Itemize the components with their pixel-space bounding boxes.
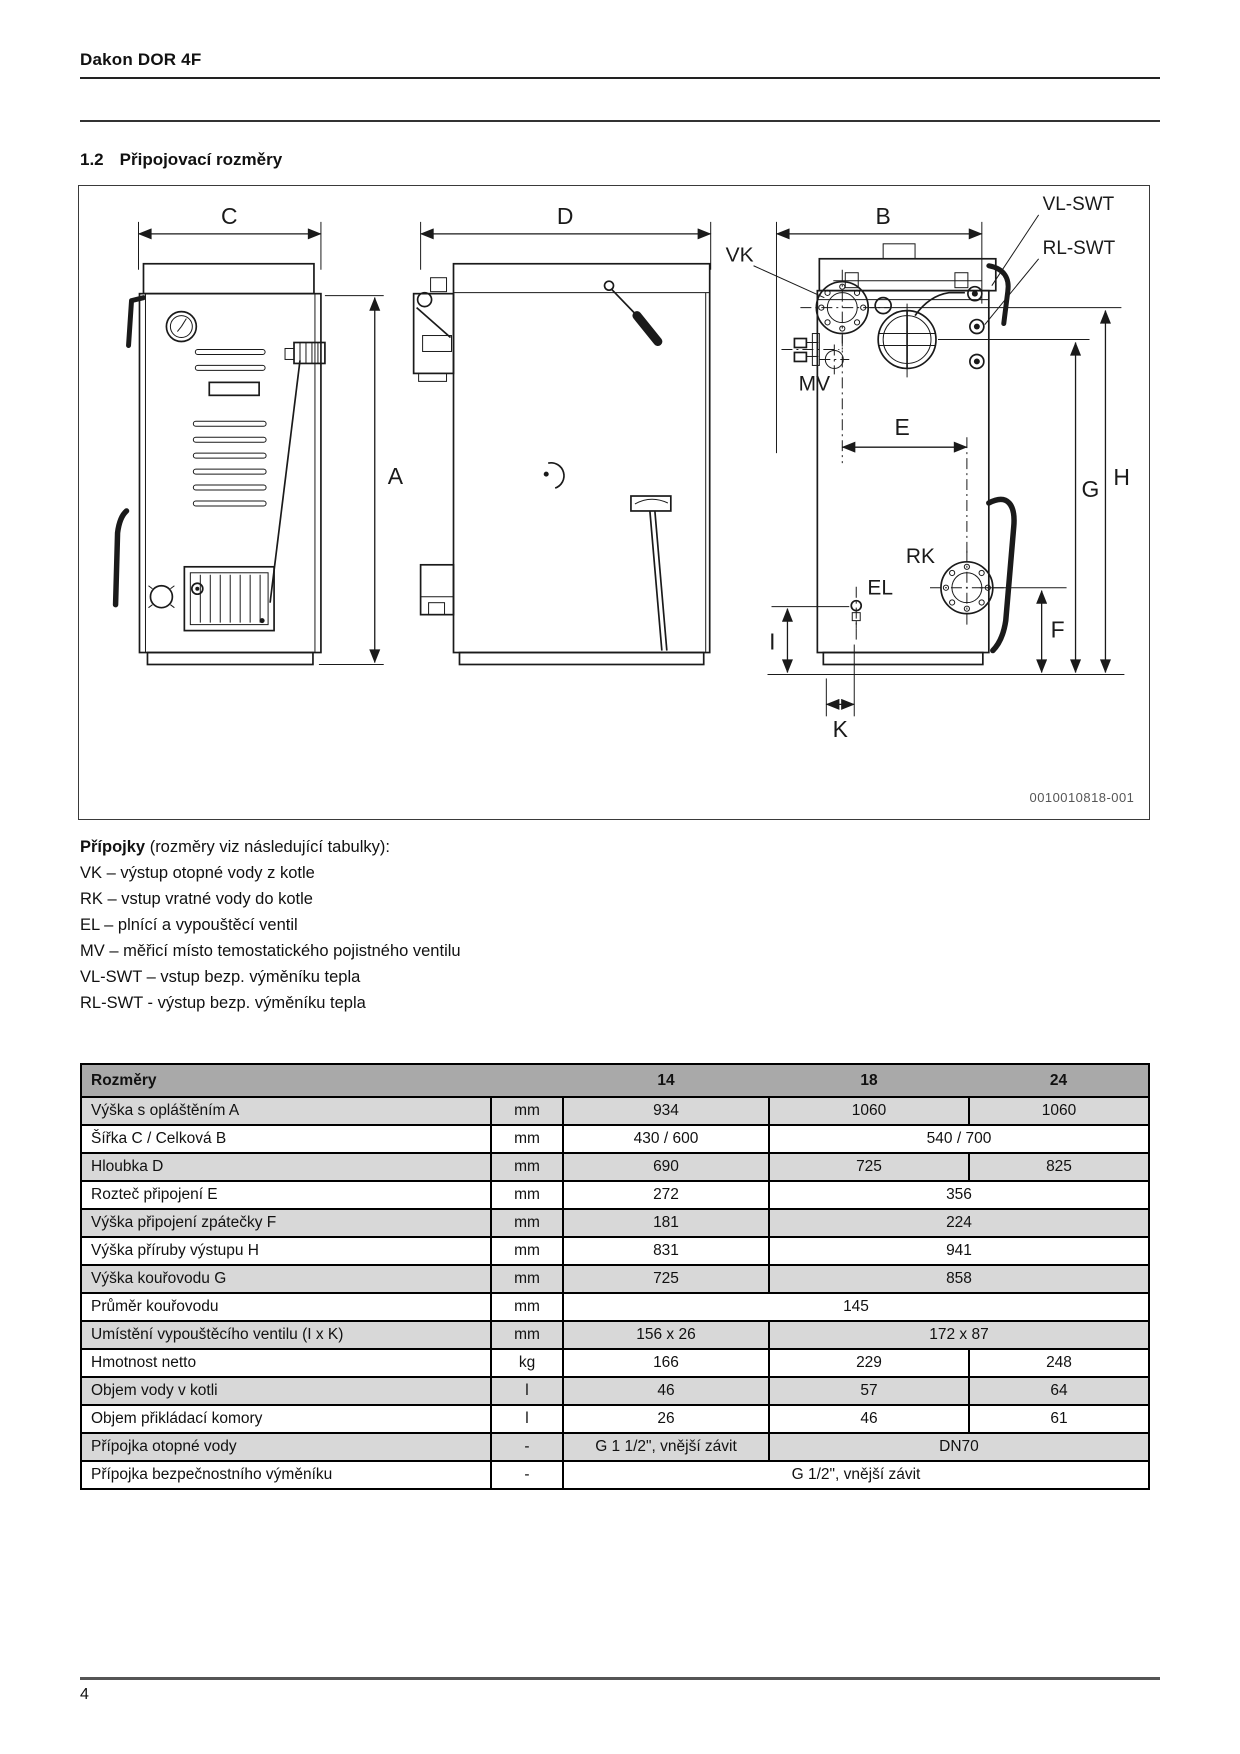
table-header-row (81, 1064, 1149, 1097)
table-cell: mm (491, 1209, 563, 1237)
table-row (81, 1097, 1149, 1125)
front-view (116, 203, 404, 665)
table-cell: 1060 (769, 1097, 969, 1125)
table-row (81, 1125, 1149, 1153)
legend-item-rk: RK – vstup vratné vody do kotle (80, 890, 313, 908)
table-row (81, 1181, 1149, 1209)
table-cell: mm (491, 1097, 563, 1125)
table-cell: 145 (563, 1293, 1149, 1321)
rear-handle-bottom (989, 499, 1014, 650)
table-cell: mm (491, 1181, 563, 1209)
table-cell: Výška s opláštěním A (81, 1097, 491, 1125)
table-row (81, 1461, 1149, 1489)
table-cell: 46 (769, 1405, 969, 1433)
table-cell: 825 (969, 1153, 1149, 1181)
table-cell: Rozteč připojení E (81, 1181, 491, 1209)
table-row (81, 1153, 1149, 1181)
damper-knob (150, 586, 172, 608)
label-el: EL (867, 576, 893, 600)
side-handle (129, 298, 144, 346)
table-cell: 831 (563, 1237, 769, 1265)
table-cell: mm (491, 1153, 563, 1181)
table-cell: 934 (563, 1097, 769, 1125)
table-cell: - (491, 1461, 563, 1489)
table-cell: 725 (563, 1265, 769, 1293)
table-cell: Hmotnost netto (81, 1349, 491, 1377)
legend-item-vk: VK – výstup otopné vody z kotle (80, 864, 315, 882)
table-cell: 430 / 600 (563, 1125, 769, 1153)
legend-title-bold: Přípojky (80, 838, 146, 856)
table-cell: 272 (563, 1181, 769, 1209)
label-vk: VK (725, 243, 754, 267)
rear-handle-top (989, 266, 1008, 324)
table-cell: 941 (769, 1237, 1149, 1265)
table-cell: 224 (769, 1209, 1149, 1237)
header-cell-18: 18 (769, 1064, 969, 1097)
table-cell: mm (491, 1293, 563, 1321)
rear-view (726, 194, 1130, 742)
table-cell: 248 (969, 1349, 1149, 1377)
dim-label-e: E (894, 414, 910, 441)
table-cell: Objem vody v kotli (81, 1377, 491, 1405)
figure-frame (78, 185, 1150, 820)
table-row (81, 1209, 1149, 1237)
legend-item-rl-swt: RL-SWT - výstup bezp. výměníku tepla (80, 994, 366, 1012)
header-cell-rozmery: Rozměry (81, 1064, 563, 1097)
table-cell: 1060 (969, 1097, 1149, 1125)
table-cell: mm (491, 1321, 563, 1349)
table-cell: Šířka C / Celková B (81, 1125, 491, 1153)
dim-label-c: C (220, 202, 238, 229)
dim-label-g: G (1081, 476, 1100, 503)
shaker-lever (270, 360, 300, 602)
table-cell: Výška kouřovodu G (81, 1265, 491, 1293)
table-cell: 181 (563, 1209, 769, 1237)
table-cell: l (491, 1405, 563, 1433)
dim-label-i: I (769, 628, 776, 655)
table-cell: 690 (563, 1153, 769, 1181)
dim-label-b: B (875, 202, 891, 229)
label-rk: RK (905, 544, 935, 568)
dimensions-table-body (81, 1097, 1149, 1489)
table-cell: mm (491, 1125, 563, 1153)
table-cell: mm (491, 1237, 563, 1265)
lower-handle (116, 511, 127, 605)
table-cell: 156 x 26 (563, 1321, 769, 1349)
header-cell-24: 24 (969, 1064, 1149, 1097)
table-cell: 64 (969, 1377, 1149, 1405)
connections-legend (80, 834, 461, 1016)
dim-label-h: H (1113, 464, 1130, 491)
table-cell: - (491, 1433, 563, 1461)
legend-item-mv: MV – měřicí místo temostatického pojistného ventilu (80, 942, 461, 960)
table-cell: 229 (769, 1349, 969, 1377)
table-cell: Umístění vypouštěcího ventilu (I x K) (81, 1321, 491, 1349)
table-cell: G 1/2", vnější závit (563, 1461, 1149, 1489)
section-heading (80, 150, 282, 170)
page-number: 4 (80, 1686, 89, 1703)
table-row (81, 1293, 1149, 1321)
dimensions-table (80, 1063, 1150, 1490)
footer-rule (80, 1677, 1160, 1680)
table-cell: Hloubka D (81, 1153, 491, 1181)
legend-item-vl-swt: VL-SWT – vstup bezp. výměníku tepla (80, 968, 361, 986)
dim-label-k: K (832, 716, 848, 743)
table-cell: 166 (563, 1349, 769, 1377)
figure-code: 0010010818-001 (1029, 790, 1135, 806)
table-row (81, 1433, 1149, 1461)
table-cell: 356 (769, 1181, 1149, 1209)
dim-label-a: A (387, 463, 403, 490)
table-cell: 46 (563, 1377, 769, 1405)
table-cell: mm (491, 1265, 563, 1293)
table-row (81, 1405, 1149, 1433)
table-cell: 858 (769, 1265, 1149, 1293)
table-row (81, 1377, 1149, 1405)
table-cell: DN70 (769, 1433, 1149, 1461)
header-cell-14: 14 (563, 1064, 769, 1097)
table-row (81, 1237, 1149, 1265)
table-row (81, 1349, 1149, 1377)
table-cell: Výška připojení zpátečky F (81, 1209, 491, 1237)
section-title: Připojovací rozměry (119, 150, 283, 169)
header-rule-top (80, 77, 1160, 79)
header-rule-bottom (80, 120, 1160, 122)
table-cell: 540 / 700 (769, 1125, 1149, 1153)
table-row (81, 1265, 1149, 1293)
label-mv: MV (798, 372, 831, 396)
table-cell: Přípojka bezpečnostního výměníku (81, 1461, 491, 1489)
table-cell: Přípojka otopné vody (81, 1433, 491, 1461)
table-cell: Průměr kouřovodu (81, 1293, 491, 1321)
table-cell: 725 (769, 1153, 969, 1181)
page-header-title: Dakon DOR 4F (80, 50, 202, 69)
table-cell: G 1 1/2", vnější závit (563, 1433, 769, 1461)
side-bracket (421, 565, 454, 615)
dimensions-table-wrap (80, 1063, 1150, 1490)
table-cell: 172 x 87 (769, 1321, 1149, 1349)
technical-drawing (79, 186, 1149, 819)
legend-title (80, 834, 461, 860)
side-view (414, 203, 711, 665)
label-rl-swt: RL-SWT (1042, 237, 1116, 259)
cleaning-lever (637, 316, 658, 342)
table-cell: 26 (563, 1405, 769, 1433)
table-cell: l (491, 1377, 563, 1405)
table-row (81, 1321, 1149, 1349)
legend-item-el: EL – plnící a vypouštěcí ventil (80, 916, 298, 934)
table-cell: kg (491, 1349, 563, 1377)
legend-title-rest: (rozměry viz následující tabulky): (145, 838, 390, 856)
section-number: 1.2 (80, 150, 104, 169)
table-cell: Objem přikládací komory (81, 1405, 491, 1433)
dim-label-d: D (556, 202, 574, 229)
label-vl-swt: VL-SWT (1042, 193, 1115, 215)
table-cell: 61 (969, 1405, 1149, 1433)
table-cell: Výška příruby výstupu H (81, 1237, 491, 1265)
dim-label-f: F (1050, 616, 1065, 643)
table-cell: 57 (769, 1377, 969, 1405)
